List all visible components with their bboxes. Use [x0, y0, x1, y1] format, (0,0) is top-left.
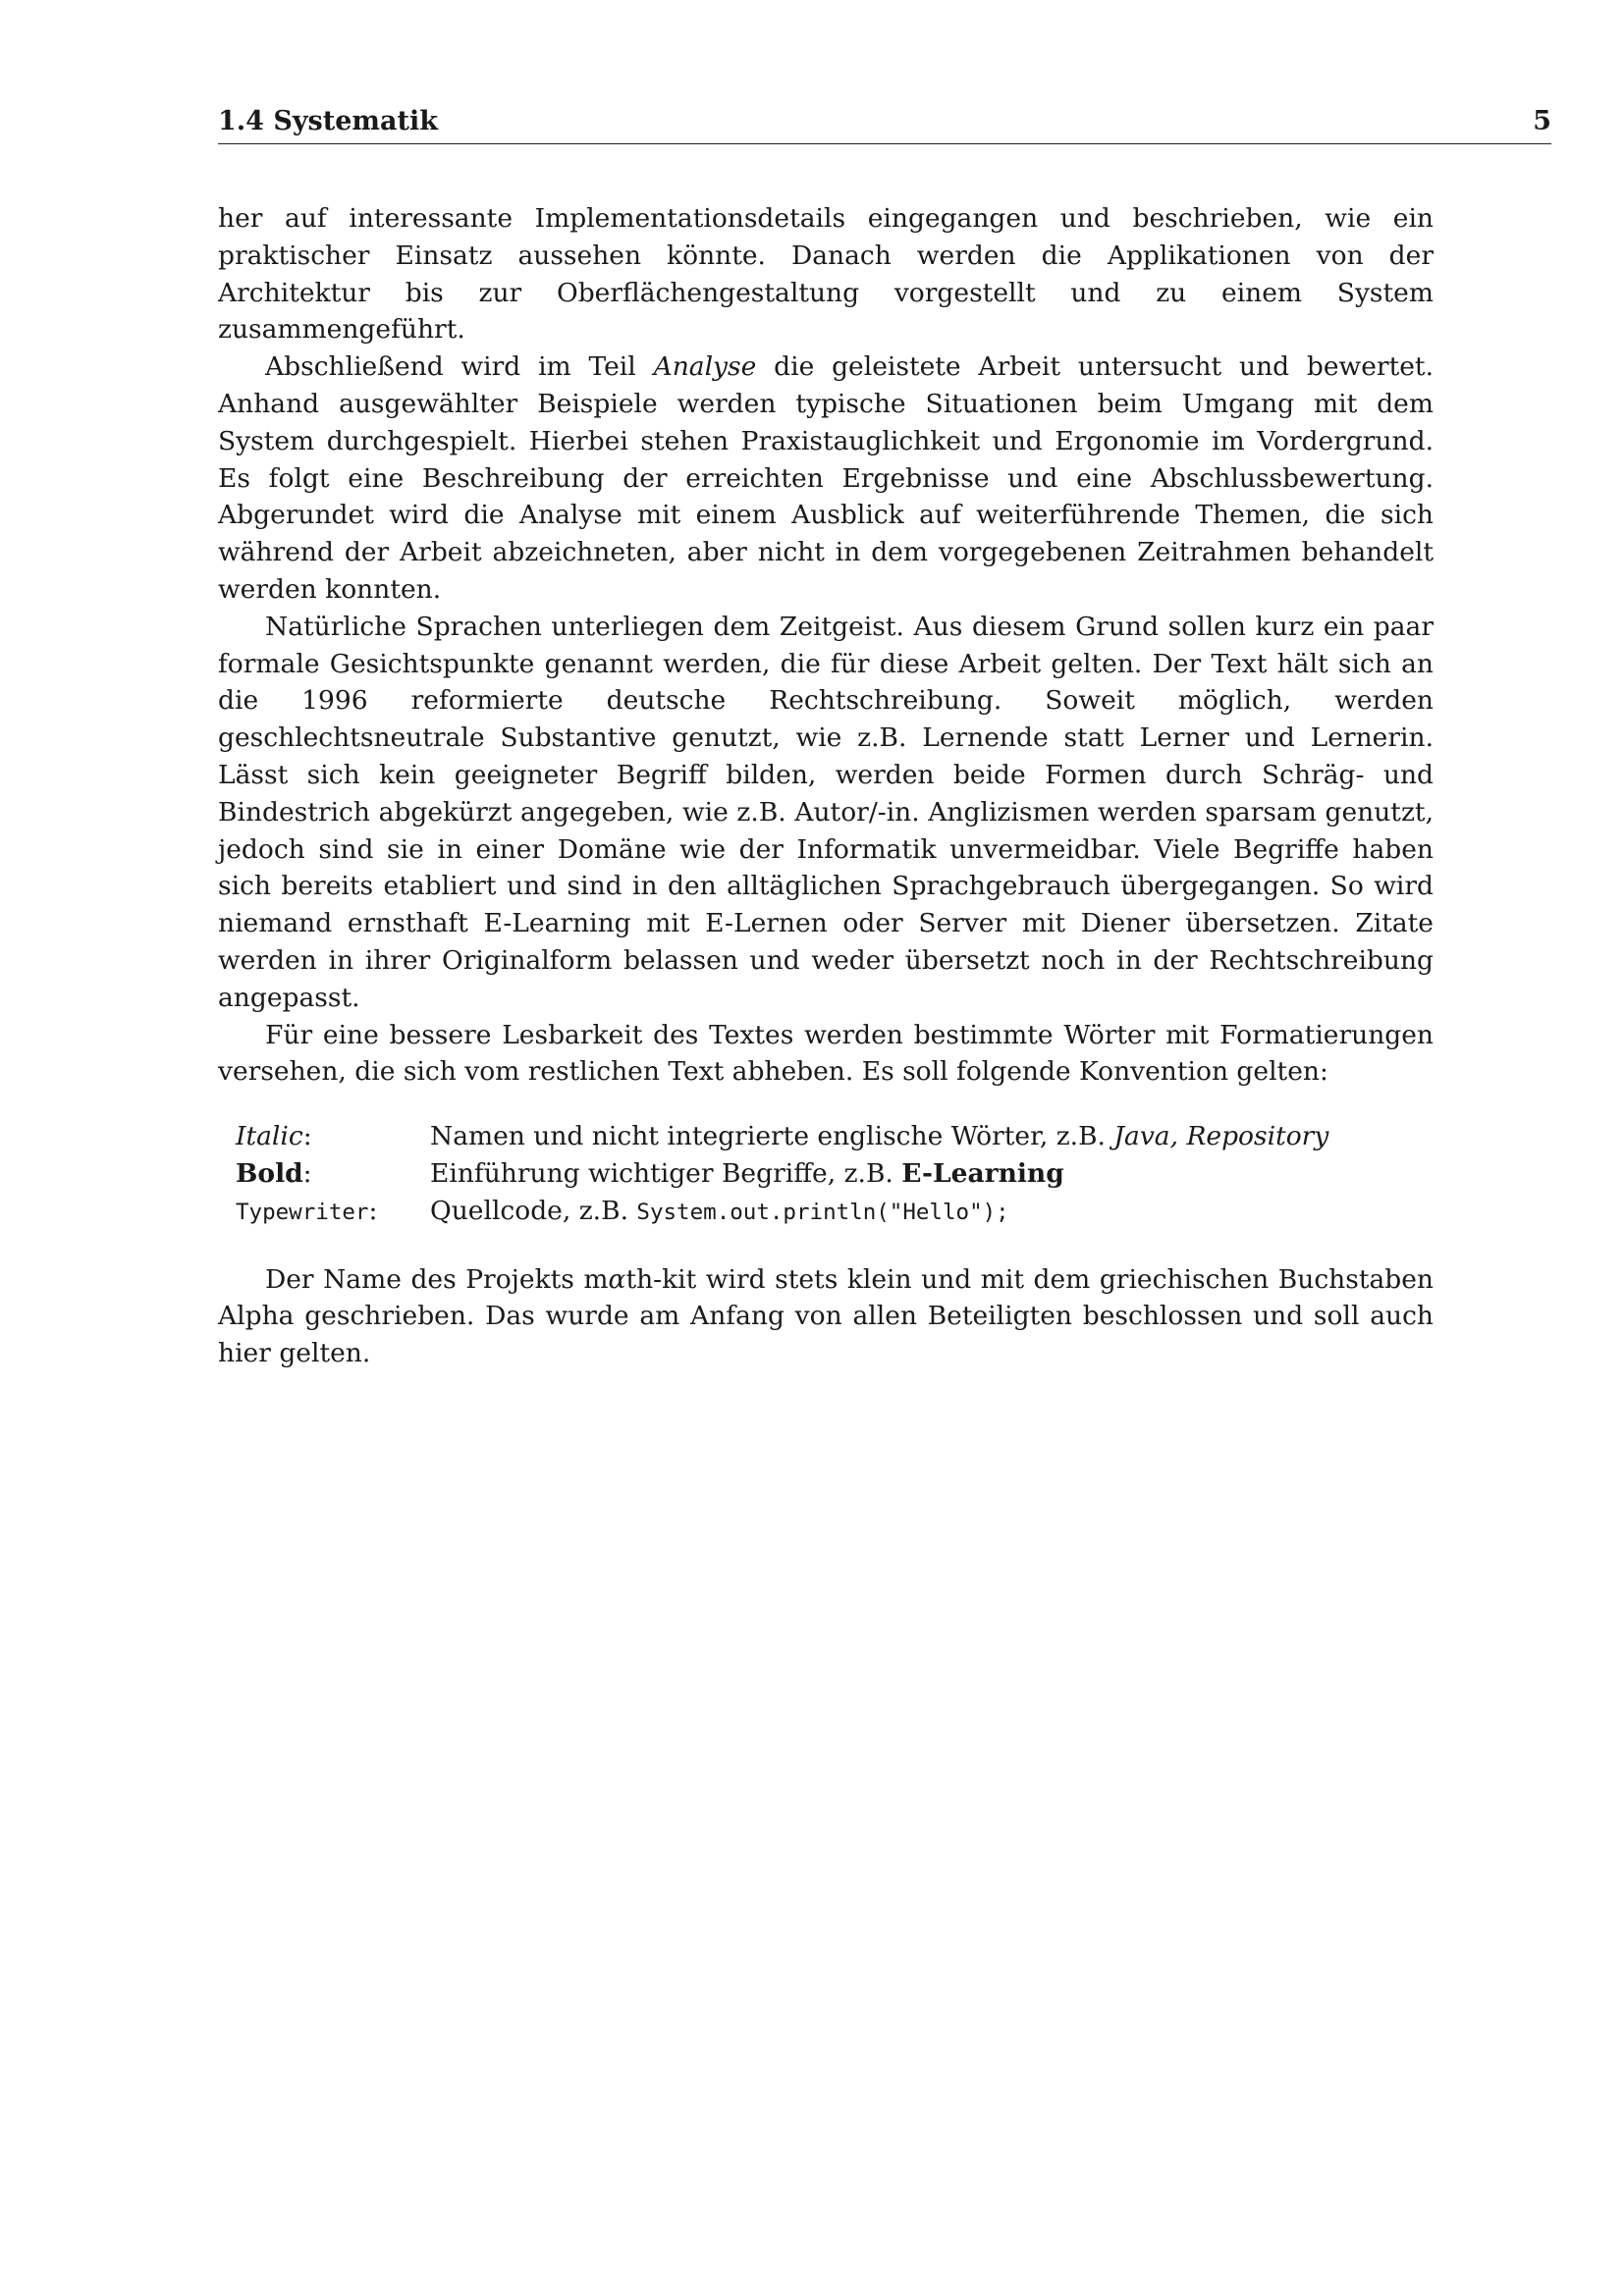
convention-row-typewriter: [236, 1193, 1328, 1232]
paragraph-implementation: her auf interessante Implementationsdetails eingegangen und beschrieben, wie ein praktischer Einsatz aussehen könnte. Danach werden die Applikationen von der Architektur bis zur Oberflächengestaltung vorgestellt und zu einem System zusammengeführt.: [218, 203, 1434, 346]
alpha-symbol: α: [608, 1263, 626, 1295]
convention-row-bold: [236, 1155, 1328, 1193]
convention-example: Java, Repository: [1113, 1121, 1329, 1152]
convention-row-italic: [236, 1118, 1328, 1155]
convention-description: Einführung wichtiger Begriffe, z.B. E-Learning: [430, 1157, 1064, 1189]
analysis-text-after: die geleistete Arbeit untersucht und bewertet. Anhand ausgewählter Beispiele werden typische Situationen beim Umgang mit dem System durchgespielt. Hierbei stehen Praxistauglichkeit und Ergonomie im Vordergrund. Es folgt eine Beschreibung der erreichten Ergebnisse und eine Abschlussbewertung. Abgerundet wird die Analyse mit einem Ausblick auf weiterführende Themen, die sich während der Arbeit abzeichneten, aber nicht in dem vorgegebenen Zeitrahmen behandelt werden konnten.: [218, 351, 1434, 605]
convention-term: Typewriter:: [236, 1195, 378, 1226]
paragraph-project-name: Der Name des Projekts mαth-kit wird stets klein und mit dem griechischen Buchstaben Alpha geschrieben. Das wurde am Anfang von allen Beteiligten beschlossen und soll auch hier gelten.: [218, 1263, 1434, 1369]
convention-term: Bold:: [236, 1157, 312, 1189]
paragraph-language-rules: Natürliche Sprachen unterliegen dem Zeitgeist. Aus diesem Grund sollen kurz ein paar formale Gesichtspunkte genannt werden, die für diese Arbeit gelten. Der Text hält sich an die 1996 reformierte deutsche Rechtschreibung. Soweit möglich, werden geschlechtsneutrale Substantive genutzt, wie z.B. Lernende statt Lerner und Lernerin. Lässt sich kein geeigneter Begriff bilden, werden beide Formen durch Schräg- und Bindestrich abgekürzt angegeben, wie z.B. Autor/-in. Anglizismen werden sparsam genutzt, jedoch sind sie in einer Domäne wie der Informatik unvermeidbar. Viele Begriffe haben sich bereits etabliert und sind in den alltäglichen Sprachgebrauch übergegangen. So wird niemand ernsthaft E-Learning mit E-Lernen oder Server mit Diener übersetzen. Zitate werden in ihrer Originalform belassen und weder übersetzt noch in der Rechtschreibung angepasst.: [218, 611, 1434, 1013]
convention-description: Quellcode, z.B. System.out.println("Hello");: [430, 1195, 1009, 1226]
convention-example: E-Learning: [901, 1157, 1064, 1189]
section-title: 1.4 Systematik: [218, 106, 438, 136]
paragraph-analysis: [218, 348, 1434, 609]
page-number: 5: [1533, 106, 1551, 136]
analysis-italic-term: Analyse: [653, 351, 757, 383]
convention-description: Namen und nicht integrierte englische Wörter, z.B. Java, Repository: [430, 1121, 1329, 1152]
convention-table: [236, 1118, 1328, 1231]
convention-term: Italic:: [236, 1121, 312, 1152]
paragraph-formatting-intro: Für eine bessere Lesbarkeit des Textes werden bestimmte Wörter mit Formatierungen versehen, die sich vom restlichen Text abheben. Es soll folgende Konvention gelten:: [218, 1019, 1434, 1088]
running-header: [218, 106, 1551, 144]
body-text: [218, 200, 1434, 1372]
convention-example: System.out.println("Hello");: [636, 1199, 1009, 1225]
analysis-text-before: Abschließend wird im Teil: [265, 351, 654, 383]
